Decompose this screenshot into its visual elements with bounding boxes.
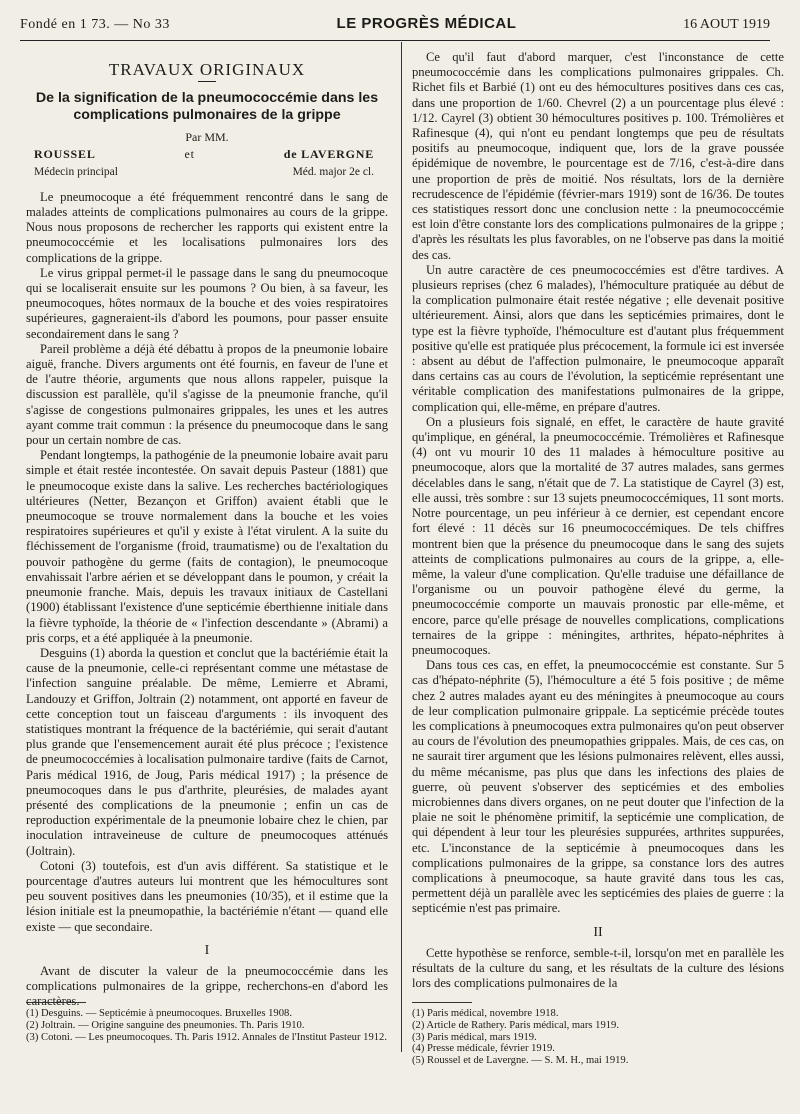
footnote-rule-right — [412, 1002, 472, 1003]
title-dash — [198, 81, 216, 82]
author-roussel: ROUSSEL — [34, 147, 96, 162]
footnote: (3) Cotoni. — Les pneumocoques. Th. Paris 1912. Annales de l'Institut Pasteur 1912. — [26, 1031, 387, 1043]
paragraph: Cette hypothèse se renforce, semble-t-il, lorsqu'on met en parallèle les résultats de la culture du sang, et les résultats de la culture des lésions lors des complications pulmonaires de la — [412, 945, 784, 991]
paragraph: On a plusieurs fois signalé, en effet, le caractère de haute gravité qu'implique, en général, la pneumococcémie. Trémolières et Rafinesque (4) ont vu mourir 10 des 11 malades à hémoculture positive au pneumocoque, alors que la mortalité de 37 autres malades, sans germes décelables dans le sang, n'était que de 7. La statistique de Cayrel (3) est, elle aussi, très sombre : sur 13 sujets pneumococcémiques, 11 sont morts. Notre pourcentage, un peu inférieur à ce dernier, est cependant encore fort élevé : 11 décès sur 16 pneumococcémiques. De tels chiffres montrent bien que la présence du pneumocoque dans le sang des sujets atteints de complications pulmonaires au cours de la grippe, a, elle-même, la valeur d'une complication. Qu'elle traduise une défaillance de l'organisme ou un pouvoir pathogène élevé du germe, la pneumococcémie comporte un mauvais pronostic par elle-même, et encore, parce qu'elle présage de nouvelles complications, complications ternaires de la grippe : méningites, arthrites, hépato-néphrites à pneumocoques. — [412, 414, 784, 657]
footnote-rule-left — [26, 1002, 86, 1003]
article-title: De la signification de la pneumococcémie dans les complications pulmonaires de la grippe — [35, 90, 379, 124]
authors-line — [26, 147, 388, 162]
footnote: (3) Paris médical, mars 1919. — [412, 1031, 537, 1043]
footnote: (4) Presse médicale, février 1919. — [412, 1043, 555, 1055]
rank-roussel: Médecin principal — [34, 165, 118, 178]
footnotes-left — [26, 1008, 388, 1043]
paragraph: Avant de discuter la valeur de la pneumococcémie dans les complications pulmonaires de la grippe, recherchons-en d'abord les caractères. — [26, 963, 388, 1009]
footnote: (5) Roussel et de Lavergne. — S. M. H., mai 1919. — [412, 1055, 629, 1067]
running-head — [20, 15, 770, 35]
byline: Par MM. — [185, 130, 229, 145]
paragraph: Un autre caractère de ces pneumococcémies est d'être tardives. A plusieurs reprises (chez 6 malades), l'hémoculture pratiquée au début de la complication pulmonaire était restée négative ; elle devenait positive ultérieurement. Ainsi, alors que dans les septicémies primaires, dont le type est la fièvre typhoïde, l'hémoculture est d'autant plus fréquemment positive qu'elle est pratiquée plus précocement, la formule ici est inversée : absent au début de l'affection pulmonaire, le pneumocoque apparaît dans certains cas au cours de l'évolution, la septicémie représentant une véritable complication des manifestations pulmonaires de la grippe, complication qui, elle-même, en prépare d'autres. — [412, 262, 784, 414]
footnotes-right — [412, 1008, 784, 1067]
paragraph: Desguins (1) aborda la question et conclut que la bactériémie était la cause de la pneumonie, celle-ci représentant comme une métastase de l'infection sanguine préalable. De même, Lemierre et Abrami, Landouzy et Griffon, Joltrain (2) notamment, ont apporté en faveur de cette conception tout un faisceau d'arguments : ils invoquent des statistiques montrant la fréquence de la bactériémie, qui serait d'autant plus grande que l'ensemencement aurait été plus précoce ; l'existence de pneumococcémies à localisation pulmonaire tardive (faits de Carnot, Paris médical 1916, de Joug, Paris médical 1917) ; la présence de pneumocoques dans le pus d'arthrite, pleurésies, de malades ayant présenté des complications de la pneumonie ; enfin un cas de reproduction expérimentale de la pneumonie lobaire chez le chien, par inoculation intraveineuse de culture de pneumocoques atténués (Joltrain). — [26, 645, 388, 858]
header-rule — [20, 40, 770, 41]
paragraph: Cotoni (3) toutefois, est d'un avis différent. Sa statistique et le pourcentage d'autres auteurs lui montrent que les hémocultures sont peu souvent positives dans les pneumonies (10/35), et il estime que la lésion initiale est la pneumopathie, la bactériémie n'étant — quand elle existe — que secondaire. — [26, 858, 388, 934]
paragraph: Le pneumocoque a été fréquemment rencontré dans le sang de malades atteints de complications pulmonaires au cours de la grippe. Nous nous proposons de rechercher les rapports qui existent entre la pneumococcémie et les localisations pulmonaires lors des complications de la grippe. — [26, 189, 388, 265]
ranks-line — [26, 165, 388, 180]
section-title: TRAVAUX ORIGINAUX — [108, 60, 306, 79]
section-number-ii: II — [593, 924, 603, 940]
right-column — [412, 50, 784, 991]
footnote: (1) Paris médical, novembre 1918. — [412, 1008, 559, 1019]
paragraph: Ce qu'il faut d'abord marquer, c'est l'inconstance de cette pneumococcémie dans les complications pulmonaires grippales. Ch. Richet fils et Barbié (1) ont eu des hémocultures positives dans ces cas, dans une proportion de 1/60. Chevrel (2) a un pourcentage plus élevé : 1/12. Cayrel (3) obtient 30 hémocultures positives p. 100. Trémolières et Rafinesque (4), qui n'ont eu pendant longtemps que peu de résultats positifs au pneumocoque, indiquent que, lors de la grave poussée épidémique de novembre, le pourcentage est de 7/16, c'est-à-dire dans une proportion de près de moitié. Nos résultats, lors de la dernière recrudescence de l'épidémie (février-mars 1919) sont de 16/36. De toutes ces statistiques ressort donc une conclusion nette : la pneumococcémie est loin d'être constante lors des complications pulmonaires de la grippe ; d'après les résultats les plus favorables, on ne l'observe pas dans la moitié des cas. — [412, 50, 784, 262]
footnote: (2) Joltrain. — Origine sanguine des pneumonies. Th. Paris 1910. — [26, 1019, 305, 1031]
footnote: (2) Article de Rathery. Paris médical, mars 1919. — [412, 1019, 620, 1031]
author-conjunction: et — [184, 147, 195, 162]
founding-issue-number: Fondé en 1 73. — No 33 — [20, 17, 170, 32]
section-number-i: I — [204, 942, 210, 958]
left-column — [26, 50, 388, 1010]
rank-de-lavergne: Méd. major 2e cl. — [292, 165, 374, 178]
paragraph: Le virus grippal permet-il le passage dans le sang du pneumocoque qui se localiserait ensuite sur les poumons ? Ou bien, à sa faveur, les pneumocoques, hôtes normaux de la bouche et des voies respiratoires supérieures, gagneraient-ils d'abord les poumons, pour passer ensuite secondairement dans le sang ? — [26, 265, 388, 341]
paragraph: Pareil problème a déjà été débattu à propos de la pneumonie lobaire aiguë, franche. Divers arguments ont été fournis, en faveur de l'une et de l'autre théorie, arguments que nous allons rappeler, puisque la discussion est parallèle, qu'il s'agisse de la pneumonie franche, qu'il s'agisse de congestions pulmonaires grippales, les unes et les autres ayant comme trait commun : la présence du pneumocoque dans le sang pour un certain nombre de cas. — [26, 341, 388, 448]
column-divider — [401, 42, 402, 1052]
issue-date: 16 AOUT 1919 — [683, 17, 770, 32]
footnote: (1) Desguins. — Septicémie à pneumocoques. Bruxelles 1908. — [26, 1008, 292, 1019]
paragraph: Dans tous ces cas, en effet, la pneumococcémie est constante. Sur 5 cas d'hépato-néphrite (5), l'hémoculture a été 5 fois positive ; de même chez 2 autres malades ayant eu des méningites à pneumocoque au cours de leur complication pulmonaire grippale. La septicémie précède toutes les complications à pneumocoques extra pulmonaires qu'on peut observer au cours de l'évolution des pneumopathies grippales. Mais, de ces cas, on ne saurait tirer argument que les lésions pulmonaires relèvent, elles aussi, du même mécanisme, pas plus que dans les infections des plaies de guerre, où peuvent s'observer des septicémies et des embolies microbiennes dans divers organes, on ne peut douter que l'infection de la plaie ne soit le phénomène primitif, la septicémie une complication, de qui dépendent à leur tour les pleurésies suppurées, arthrites suppurées, etc. L'inconstance de la septicémie à pneumocoques dans les complications pulmonaires de la grippe, sa constance lors des autres complications à pneumocoque, sa haute gravité dans tous les cas, permettent déjà un parallèle avec les septicémies des plaies de guerre : la septicémie n'est pas primaire. — [412, 658, 784, 916]
journal-title: LE PROGRÈS MÉDICAL — [336, 15, 517, 32]
paragraph: Pendant longtemps, la pathogénie de la pneumonie lobaire avait paru simple et était restée incontestée. On savait depuis Pasteur (1881) que le pneumocoque existe dans la salive. Les recherches bactériologiques ultérieures (Netter, Bezançon et Griffon) avaient établi que le pneumocoque se trouve normalement dans la bouche et les voies respiratoires supérieures et qu'il y existe à l'état virulent. A la suite du fléchissement de l'organisme (froid, traumatisme) ou de l'exaltation du pouvoir pathogène du germe (faits de contagion), le pneumocoque envahissait l'arbre aérien et se développant dans le poumon, y créait la pneumonie franche. Mais, depuis les travaux initiaux de Castellani (1900) établissant l'existence d'une septicémie éberthienne initiale dans la fièvre typhoïde, la théorie de « l'infection descendante » (Abrami) a pris corps, et a été appliquée à la pneumonie. — [26, 448, 388, 645]
author-de-lavergne: de LAVERGNE — [283, 147, 374, 162]
